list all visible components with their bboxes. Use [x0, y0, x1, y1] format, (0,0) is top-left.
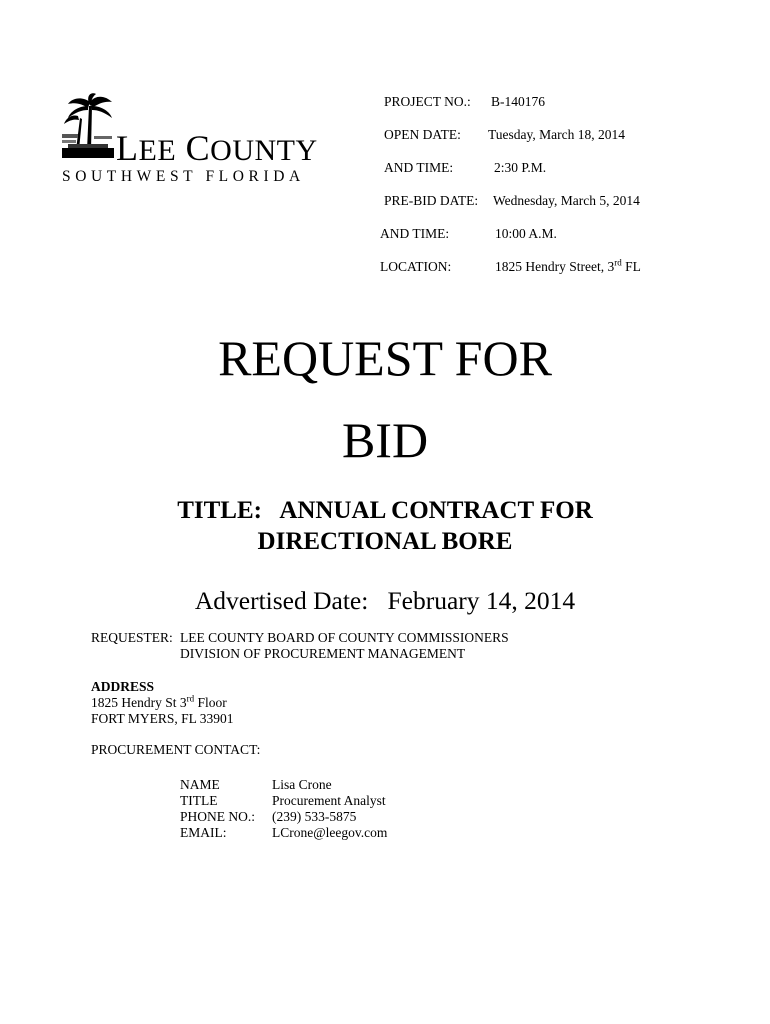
open-date-label: OPEN DATE: [384, 127, 461, 142]
requester-label: REQUESTER: [91, 630, 173, 645]
prebid-date-label: PRE-BID DATE: [384, 193, 479, 208]
project-no-value: B-140176 [491, 94, 545, 109]
contact-title-label: TITLE [180, 793, 218, 808]
address-line1: 1825 Hendry St 3rd Floor [91, 693, 227, 710]
contact-phone-value: (239) 533-5875 [272, 809, 357, 824]
open-date-value: Tuesday, March 18, 2014 [488, 127, 625, 142]
prebid-time-label: AND TIME: [380, 226, 450, 241]
document-title-line1: REQUEST FOR [218, 330, 552, 386]
contact-email-label: EMAIL: [180, 825, 227, 840]
contact-email-value[interactable]: LCrone@leegov.com [272, 825, 388, 840]
location-label: LOCATION: [380, 259, 452, 274]
logo-tagline: SOUTHWEST FLORIDA [62, 168, 305, 185]
prebid-date-value: Wednesday, March 5, 2014 [493, 193, 640, 208]
address-line2: FORT MYERS, FL 33901 [91, 711, 234, 726]
location-value: 1825 Hendry Street, 3rd FL [495, 257, 641, 274]
contact-phone-label: PHONE NO.: [180, 809, 256, 824]
document-title-line2: BID [341, 412, 429, 468]
prebid-time-value: 10:00 A.M. [495, 226, 557, 241]
logo-county-name: LEE COUNTY [116, 128, 318, 168]
contact-name-value: Lisa Crone [272, 777, 332, 792]
requester-line1: LEE COUNTY BOARD OF COUNTY COMMISSIONERS [180, 630, 509, 645]
open-time-label: AND TIME: [384, 160, 454, 175]
address-heading: ADDRESS [91, 679, 155, 694]
bid-title-line2: DIRECTIONAL BORE [257, 528, 513, 555]
open-time-value: 2:30 P.M. [494, 160, 547, 175]
requester-line2: DIVISION OF PROCUREMENT MANAGEMENT [180, 646, 466, 661]
lee-county-logo [60, 92, 330, 192]
contact-name-label: NAME [180, 777, 220, 792]
contact-heading: PROCUREMENT CONTACT: [91, 742, 261, 757]
project-no-label: PROJECT NO.: [384, 94, 471, 109]
palm-tree-logo-icon [60, 92, 118, 162]
advertised-date: Advertised Date: February 14, 2014 [194, 586, 576, 615]
contact-title-value: Procurement Analyst [272, 793, 386, 808]
bid-title-line1: TITLE: ANNUAL CONTRACT FOR [177, 497, 593, 524]
